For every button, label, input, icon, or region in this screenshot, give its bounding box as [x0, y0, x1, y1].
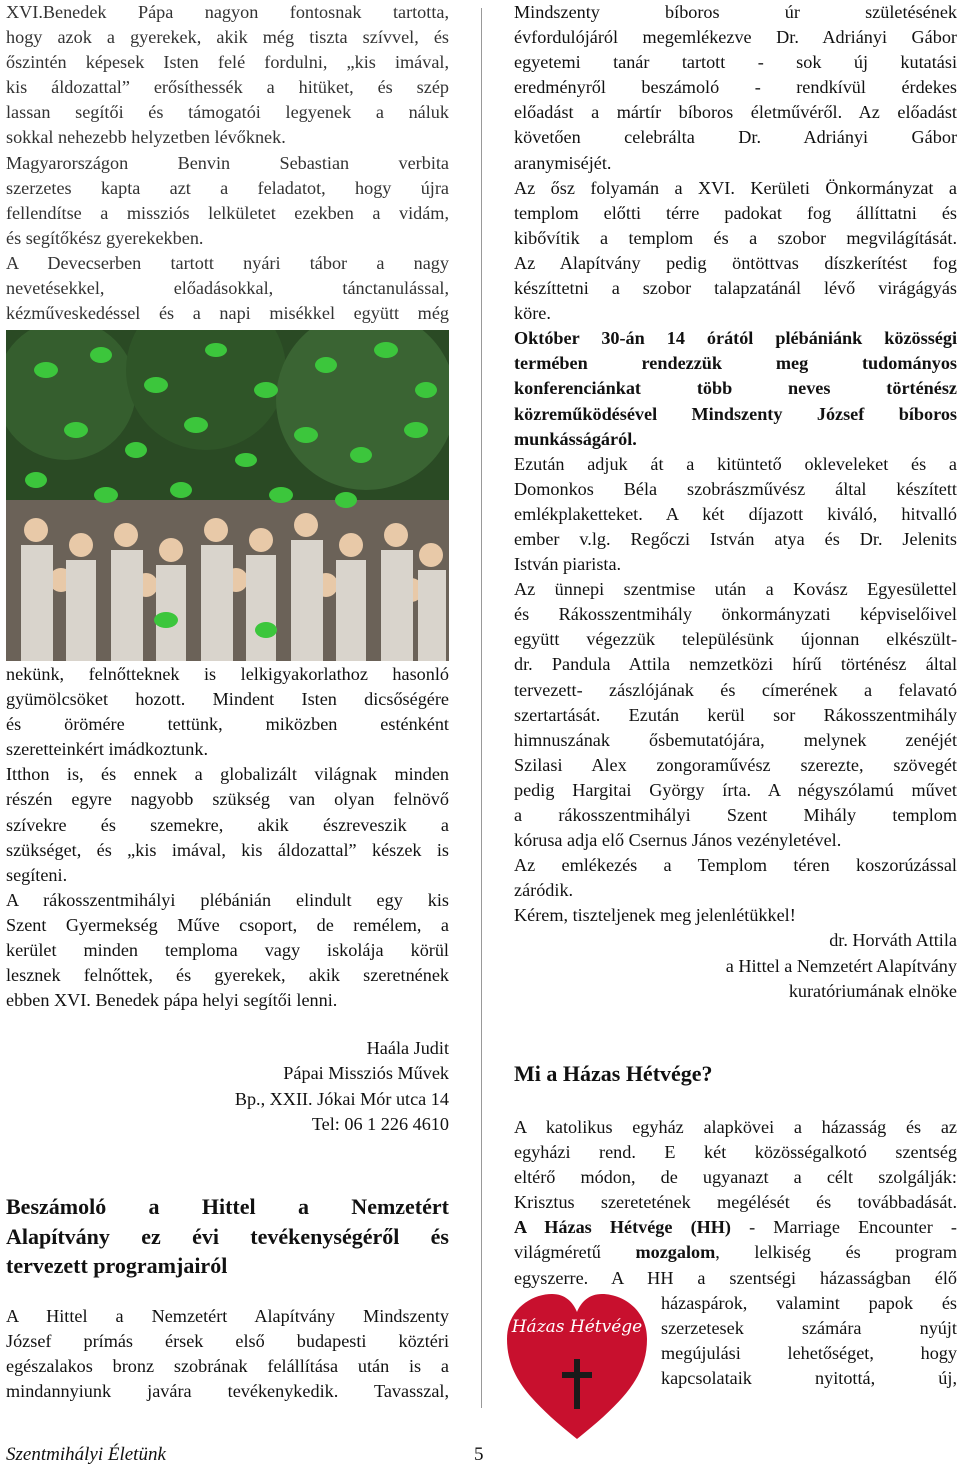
text-line: és Rákosszentmihály önkormányzati képviselőivel	[514, 604, 957, 625]
text-line: lassan segítői és támogatói legyenek a náluk	[6, 102, 449, 123]
text-line: Szilasi Alex zongoraművész szerezte, szövegét	[514, 754, 957, 775]
text-line: Az ősz folyamán a XVI. Kerületi Önkormányzat a	[514, 177, 957, 198]
text-line: készíttetni a szobor talapzatánál lévő virágágyás	[514, 278, 957, 299]
report-body	[6, 1304, 449, 1404]
hh-heading: Mi a Házas Hétvége?	[514, 1061, 713, 1086]
signature-line: Tel: 06 1 226 4610	[311, 1113, 449, 1134]
hh-line-5-rest: - Marriage Encounter -	[731, 1217, 957, 1238]
text-line: himnuszának ősbemutatójára, melynek zenéjét	[514, 729, 957, 750]
text-line: Magyarországon Benvin Sebastian verbita	[6, 152, 449, 173]
signature-line: Bp., XXII. Jókai Mór utca 14	[234, 1088, 449, 1109]
text-line: Kérem, tiszteljenek meg jelenlétükkel!	[514, 905, 796, 926]
text-line: emlékplaketteket. A két díjazott kiváló, hitvalló	[514, 503, 957, 524]
text-line: ebben XVI. Benedek pápa helyi segítői lenni.	[6, 990, 338, 1011]
publication-title: Szentmihályi Életünk	[6, 1444, 166, 1465]
report-heading-line-3: tervezett programjairól	[6, 1253, 228, 1278]
signature-line: kuratóriumának elnöke	[788, 980, 957, 1001]
text-line: köre.	[514, 303, 551, 324]
intro-article-continued	[6, 662, 449, 1013]
text-line: Krisztus szeretetének megélését és továbbadását.	[514, 1192, 957, 1213]
text-line: Az emlékezés a Templom téren koszorúzással	[514, 855, 957, 876]
column-divider	[481, 8, 482, 1408]
text-line: őszintén képesek Isten felé fordulni, „kis imával,	[6, 52, 449, 73]
text-line: kerület minden temploma vagy iskolája körül	[6, 940, 449, 961]
intro-article	[6, 0, 449, 326]
text-line: segíteni.	[6, 864, 68, 885]
text-line: és örömére tettünk, miközben esténként	[6, 714, 449, 735]
text-line: Mindszenty bíboros úr születésének	[514, 2, 957, 22]
text-line: szertartását. Ezután kerül sor Rákosszentmihály	[514, 704, 957, 725]
report-heading-line-2: Alapítvány ez évi tevékenységéről és	[6, 1223, 449, 1249]
text-line: ember v.lg. Regőczi István atya és Dr. Jelenits	[514, 528, 957, 549]
logo-graphic	[507, 1294, 647, 1444]
text-line: termében rendezzük meg tudományos	[514, 353, 957, 374]
text-line: záródik.	[514, 880, 574, 901]
text-line: nekünk, felnőtteknek is lelkigyakorlathoz hasonló	[6, 664, 449, 684]
hh-line-6-a: világméretű	[514, 1242, 636, 1263]
hh-line-5	[514, 1215, 957, 1240]
text-line: házaspárok, valamint papok és	[661, 1292, 957, 1313]
camp-group-photo	[6, 330, 449, 661]
left-column	[6, 0, 449, 326]
hh-line-6-b: , lelkiség és program	[715, 1242, 957, 1263]
hh-body-text	[514, 1115, 957, 1215]
text-line: és segítőkész gyerekekben.	[6, 227, 204, 248]
hh-movement-bold: mozgalom	[635, 1242, 716, 1263]
text-line: egészalakos bronz szobrának felállítása után is a	[6, 1356, 449, 1377]
text-line: előadást a mártír bíboros életművéről. Az előadást	[514, 102, 957, 123]
text-line: Ezután adjuk át a kitüntető okleveleket és a	[514, 453, 957, 474]
text-line: mindannyiunk javára tevékenykedik. Tavasszal,	[6, 1381, 449, 1402]
text-line: részén egyre nagyobb szükség van olyan felnövő	[6, 789, 449, 810]
text-line: szükséget, és „kis imával, kis áldozattal” készek is	[6, 839, 449, 860]
hh-line-7: egyszerre. A HH a szentségi házasságban élő	[514, 1267, 957, 1288]
text-line: megújulási lehetőséget, hogy	[661, 1342, 957, 1363]
text-line: hogy azok a gyerekek, akik még tiszta szívvel, és	[6, 27, 449, 48]
text-line: nevetésekkel, előadásokkal, tánctanulással,	[6, 278, 449, 299]
text-line: évfordulójáról megemlékezve Dr. Adriányi Gábor	[514, 27, 957, 48]
text-line: István piarista.	[514, 554, 622, 575]
text-line: gyümölcsöket hozott. Mindent Isten dicsőségére	[6, 689, 449, 710]
text-line: Itthon is, és ennek a globalizált világnak minden	[6, 764, 449, 785]
text-line: Az ünnepi szentmise után a Kovász Egyesülettel	[514, 579, 957, 600]
text-line: A katolikus egyház alapkövei a házasság és az	[514, 1117, 957, 1137]
text-line: szeretteinkért imádkoztunk.	[6, 739, 209, 760]
text-line: Az Alapítvány pedig öntöttvas díszkerítést fog	[514, 252, 957, 273]
report-continued	[514, 0, 957, 928]
text-line: szívekre és szemekre, akik észreveszik a	[6, 814, 449, 835]
signature-line: Haála Judit	[366, 1038, 449, 1059]
text-line: fellendítse a missziós lelkületet ezekben a vidám,	[6, 202, 449, 223]
text-line: dr. Pandula Attila nemzetközi hírű történész által	[514, 654, 957, 675]
text-line: XVI.Benedek Pápa nagyon fontosnak tartotta,	[6, 2, 449, 22]
photo-graphic	[6, 330, 449, 661]
signature-line: Pápai Missziós Művek	[283, 1063, 449, 1084]
text-line: templom előtti térre padokat fog állíttatni és	[514, 202, 957, 223]
hazas-hetvege-logo	[507, 1294, 647, 1444]
text-line: közreműködésével Mindszenty József bíboros	[514, 403, 957, 424]
text-line: pedig Hargitai György írta. A négyszólamú művet	[514, 779, 957, 800]
hh-name-bold: A Házas Hétvége (HH)	[514, 1217, 731, 1238]
report-heading-line-1: Beszámoló a Hittel a Nemzetért	[6, 1194, 449, 1219]
text-line: egyetemi tanár tartott - sok új kutatási	[514, 52, 957, 73]
text-line: aranymiséjét.	[514, 152, 612, 173]
text-line: munkásságáról.	[514, 428, 637, 449]
text-line: tervezett- zászlójának és címerének a felavató	[514, 679, 957, 700]
text-line: József prímás érsek első budapesti köztéri	[6, 1331, 449, 1352]
hh-line-6	[514, 1240, 957, 1265]
text-line: egyházi rend. E két közösségalkotó szentség	[514, 1142, 957, 1163]
text-line: együtt végezzük településünk újonnan elkészült-	[514, 629, 957, 650]
text-line: lesznek felnőttek, és gyerekek, akik szeretnének	[6, 965, 449, 986]
text-line: eltérő módon, de ugyanazt a célt szolgálják:	[514, 1167, 957, 1188]
text-line: A rákosszentmihályi plébánián elindult egy kis	[6, 889, 449, 910]
report-body-text	[6, 1304, 449, 1404]
text-line: követően celebrálta Dr. Adriányi Gábor	[514, 127, 957, 148]
text-line: szerzetesek számára nyújt	[661, 1317, 957, 1338]
signature-line: a Hittel a Nemzetért Alapítvány	[725, 955, 957, 976]
text-line: Szent Gyermekség Műve csoport, de remélem, a	[6, 914, 449, 935]
text-line: kis áldozattal” erősíthessék a hitüket, és szép	[6, 77, 449, 98]
report-heading	[6, 1192, 449, 1281]
left-column-lower	[6, 662, 449, 1137]
text-line: Domonkos Béla szobrászművész által készített	[514, 478, 957, 499]
signature-line: dr. Horváth Attila	[829, 930, 957, 951]
text-line: konferenciánkat több neves történész	[514, 378, 957, 399]
page-number: 5	[474, 1444, 484, 1465]
foundation-signature	[514, 928, 957, 1003]
text-line: szerzetes kapta azt a feladatot, hogy újra	[6, 177, 449, 198]
text-line: kapcsolataik nyitottá, új,	[661, 1367, 957, 1388]
missio-signature	[6, 1036, 449, 1136]
text-line: kézműveskedéssel és a napi misékkel együtt még	[6, 303, 449, 324]
text-line: eredményről beszámoló - rendkívül érdekes	[514, 77, 957, 98]
text-line: a rákosszentmihályi Szent Mihály templom	[514, 805, 957, 825]
right-column	[514, 0, 957, 1004]
text-line: kórusa adja elő Csernus János vezényletével.	[514, 830, 842, 851]
logo-text: Házas Hétvége	[511, 1317, 643, 1337]
text-line: Október 30-án 14 órától plébániánk közösségi	[514, 328, 957, 349]
hh-wrapped-text	[661, 1291, 957, 1391]
text-line: sokkal nehezebb helyzetben lévőknek.	[6, 127, 286, 148]
text-line: A Hittel a Nemzetért Alapítvány Mindszenty	[6, 1306, 449, 1326]
text-line: A Devecserben tartott nyári tábor a nagy	[6, 252, 449, 273]
text-line: kibővítik a templom és a szobor megvilágítását.	[514, 227, 957, 248]
